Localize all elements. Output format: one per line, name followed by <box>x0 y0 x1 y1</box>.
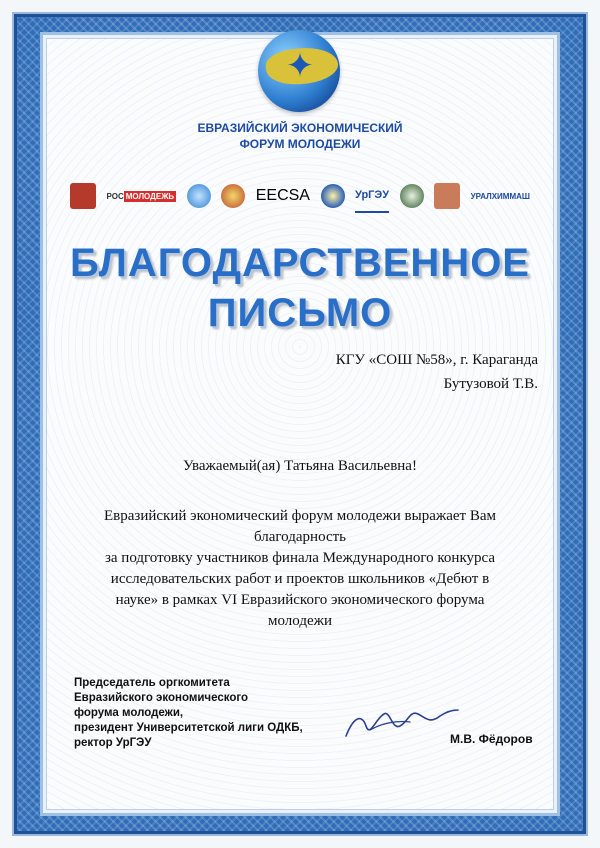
sverdlovsk-government-logo <box>221 180 245 212</box>
star-emblem-icon: ✦ <box>285 47 315 85</box>
document-heading <box>60 238 540 338</box>
signatory-title <box>74 676 334 751</box>
recipient-name: Бутузовой Т.В. <box>443 376 538 392</box>
forum-title <box>150 120 450 152</box>
recipient-block <box>336 348 538 396</box>
partner-logo-8 <box>400 180 424 212</box>
body-line: благодарность <box>254 529 346 545</box>
signatory-line: Председатель оргкомитета <box>74 677 230 689</box>
signatory-line: президент Университетской лиги ОДКБ, <box>74 722 303 734</box>
heading-line-1: БЛАГОДАРСТВЕННОЕ <box>70 241 530 285</box>
body-line: за подготовку участников финала Международного конкурса <box>104 550 496 566</box>
uralhimmash-logo: УРАЛХИММАШ <box>470 191 530 201</box>
letter-body <box>100 506 500 632</box>
signatory-line: форума молодежи, <box>74 707 184 719</box>
partner-logo-9 <box>434 180 460 212</box>
body-line: молодежи <box>267 613 333 629</box>
signatory-line: ректор УрГЭУ <box>74 737 152 749</box>
star-emblem-icon <box>321 184 345 208</box>
urgeu-logo: УрГЭУ <box>355 179 389 213</box>
body-line: науке» в рамках VI Евразийского экономического форума <box>115 592 485 608</box>
shield-emblem-icon <box>434 183 460 209</box>
body-line: Евразийский экономический форум молодежи выражает Вам <box>104 508 496 524</box>
building-emblem-icon <box>70 183 96 209</box>
round-seal-icon <box>400 184 424 208</box>
forum-title-line-2: ФОРУМ МОЛОДЕЖИ <box>239 137 361 151</box>
rosmolodezh-prefix: РОС <box>106 191 124 201</box>
signatory-line: Евразийского экономического <box>74 692 249 704</box>
coat-of-arms-icon <box>221 184 245 208</box>
forum-title-line-1: ЕВРАЗИЙСКИЙ ЭКОНОМИЧЕСКИЙ <box>197 121 403 135</box>
partner-logos-row <box>70 178 530 214</box>
heading-line-2: ПИСЬМО <box>207 291 393 335</box>
body-line: исследовательских работ и проектов школьников «Дебют в <box>110 571 490 587</box>
salutation: Уважаемый(ая) Татьяна Васильевна! <box>183 458 417 474</box>
rosmolodezh-highlight: МОЛОДЕЖЬ <box>125 191 175 201</box>
handwritten-signature <box>340 696 460 746</box>
recipient-organization: КГУ «СОШ №58», г. Караганда <box>335 352 538 368</box>
partner-logo-1 <box>70 180 96 212</box>
rosmolodezh-logo <box>107 180 177 212</box>
forum-globe-logo <box>258 30 340 112</box>
globe-emblem-icon <box>187 184 211 208</box>
signer-name: М.В. Фёдоров <box>450 732 533 746</box>
partner-logo-3 <box>187 180 211 212</box>
partner-logo-6 <box>321 180 345 212</box>
eecsa-logo: EECSA <box>255 187 310 204</box>
